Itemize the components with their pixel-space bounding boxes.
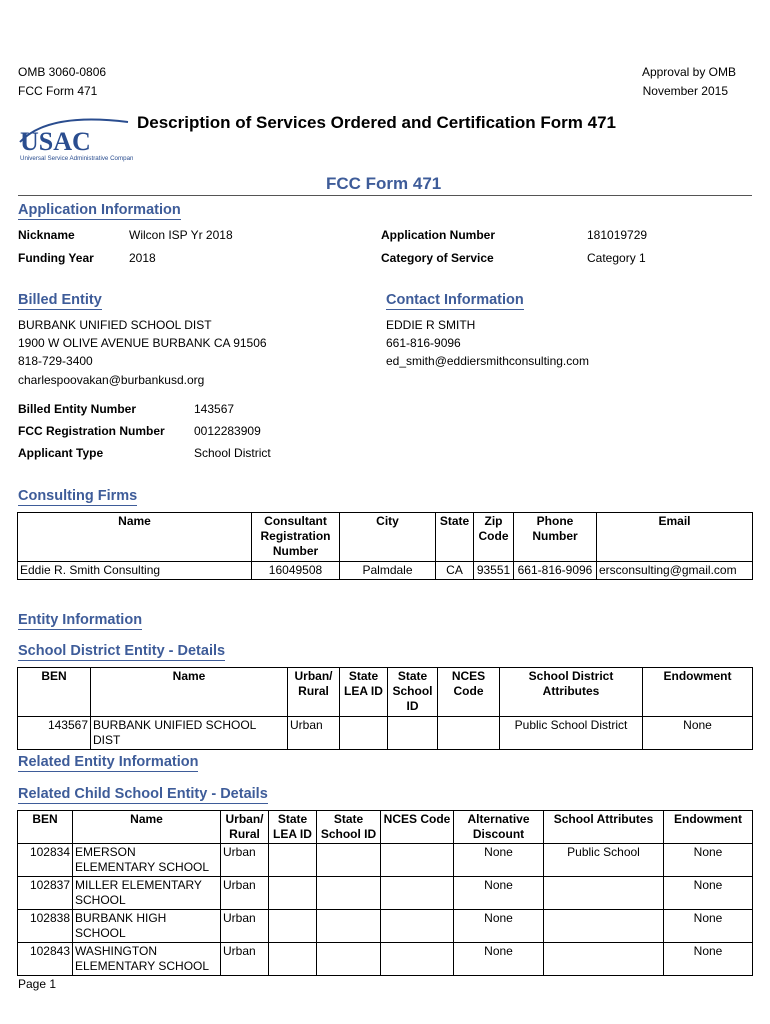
child-school-attributes xyxy=(544,943,664,976)
consulting-col-phone: Phone Number xyxy=(514,513,597,562)
child-alt-discount: None xyxy=(454,943,544,976)
child-lea-id xyxy=(269,943,317,976)
form-number: FCC Form 471 xyxy=(18,84,98,98)
child-school-id xyxy=(317,877,381,910)
usac-logo-text: USAC xyxy=(20,127,91,156)
consultant-city: Palmdale xyxy=(340,562,436,580)
child-col-name: Name xyxy=(73,811,221,844)
child-col-nces: NCES Code xyxy=(381,811,454,844)
child-school-attributes xyxy=(544,910,664,943)
consulting-firms-table xyxy=(17,512,753,580)
district-col-school-id: State School ID xyxy=(388,668,438,717)
consulting-col-zip: Zip Code xyxy=(474,513,514,562)
district-col-endowment: Endowment xyxy=(643,668,753,717)
child-ben: 102843 xyxy=(18,943,73,976)
category-label: Category of Service xyxy=(381,251,494,265)
child-col-school-id: State School ID xyxy=(317,811,381,844)
application-number-label: Application Number xyxy=(381,228,496,242)
header-divider xyxy=(18,195,752,196)
district-col-lea-id: State LEA ID xyxy=(340,668,388,717)
billed-entity-phone: 818-729-3400 xyxy=(18,354,93,368)
contact-phone: 661-816-9096 xyxy=(386,336,461,350)
child-name: EMERSON ELEMENTARY SCHOOL xyxy=(73,844,221,877)
child-nces xyxy=(381,844,454,877)
child-urban-rural: Urban xyxy=(221,943,269,976)
district-col-urban-rural: Urban/ Rural xyxy=(288,668,340,717)
child-ben: 102837 xyxy=(18,877,73,910)
consultant-zip: 93551 xyxy=(474,562,514,580)
child-nces xyxy=(381,943,454,976)
applicant-type-label: Applicant Type xyxy=(18,446,104,460)
consulting-col-city: City xyxy=(340,513,436,562)
table-row xyxy=(18,844,753,877)
child-school-attributes xyxy=(544,877,664,910)
child-lea-id xyxy=(269,844,317,877)
page-number: Page 1 xyxy=(18,977,57,991)
district-ben: 143567 xyxy=(18,717,91,750)
nickname-label: Nickname xyxy=(18,228,75,242)
consulting-col-email: Email xyxy=(597,513,753,562)
section-contact-information: Contact Information xyxy=(386,292,524,308)
child-col-ben: BEN xyxy=(18,811,73,844)
district-col-nces: NCES Code xyxy=(438,668,500,717)
consultant-registration: 16049508 xyxy=(252,562,340,580)
child-endowment: None xyxy=(664,910,753,943)
omb-approval: Approval by OMB xyxy=(641,65,736,79)
child-name: WASHINGTON ELEMENTARY SCHOOL xyxy=(73,943,221,976)
nickname-value: Wilcon ISP Yr 2018 xyxy=(129,228,233,242)
child-endowment: None xyxy=(664,877,753,910)
child-alt-discount: None xyxy=(454,844,544,877)
child-school-id xyxy=(317,910,381,943)
child-col-lea-id: State LEA ID xyxy=(269,811,317,844)
omb-approval-date: November 2015 xyxy=(642,84,728,98)
applicant-type-value: School District xyxy=(194,446,271,460)
section-entity-information: Entity Information xyxy=(18,612,143,628)
application-number-value: 181019729 xyxy=(587,228,648,242)
contact-name: EDDIE R SMITH xyxy=(386,318,476,332)
district-header-row xyxy=(18,668,753,717)
child-ben: 102834 xyxy=(18,844,73,877)
district-school-id xyxy=(388,717,438,750)
fcc-registration-label: FCC Registration Number xyxy=(18,424,165,438)
section-school-district-details: School District Entity - Details xyxy=(18,643,226,659)
section-billed-entity: Billed Entity xyxy=(18,292,102,308)
district-col-ben: BEN xyxy=(18,668,91,717)
consultant-name: Eddie R. Smith Consulting xyxy=(18,562,252,580)
usac-logo-tagline: Universal Service Administrative Company xyxy=(20,155,133,162)
table-row xyxy=(18,910,753,943)
child-endowment: None xyxy=(664,943,753,976)
consultant-email: ersconsulting@gmail.com xyxy=(597,562,753,580)
child-urban-rural: Urban xyxy=(221,910,269,943)
funding-year-label: Funding Year xyxy=(18,251,94,265)
child-urban-rural: Urban xyxy=(221,844,269,877)
district-urban-rural: Urban xyxy=(288,717,340,750)
billed-entity-email: charlespoovakan@burbankusd.org xyxy=(18,373,205,387)
table-row xyxy=(18,877,753,910)
billed-entity-address: 1900 W OLIVE AVENUE BURBANK CA 91506 xyxy=(18,336,267,350)
section-application-information: Application Information xyxy=(18,202,181,218)
child-alt-discount: None xyxy=(454,877,544,910)
child-nces xyxy=(381,877,454,910)
omb-number: OMB 3060-0806 xyxy=(18,65,107,79)
district-nces xyxy=(438,717,500,750)
child-nces xyxy=(381,910,454,943)
district-endowment: None xyxy=(643,717,753,750)
child-col-endowment: Endowment xyxy=(664,811,753,844)
consultant-state: CA xyxy=(436,562,474,580)
consulting-header-row xyxy=(18,513,753,562)
fcc-registration-value: 0012283909 xyxy=(194,424,261,438)
form-subtitle: FCC Form 471 xyxy=(326,174,442,193)
child-alt-discount: None xyxy=(454,910,544,943)
child-lea-id xyxy=(269,910,317,943)
child-name: BURBANK HIGH SCHOOL xyxy=(73,910,221,943)
consultant-phone: 661-816-9096 xyxy=(514,562,597,580)
child-school-id xyxy=(317,943,381,976)
table-row xyxy=(18,717,753,750)
contact-email: ed_smith@eddiersmithconsulting.com xyxy=(386,354,589,368)
child-header-row xyxy=(18,811,753,844)
district-lea-id xyxy=(340,717,388,750)
child-school-table xyxy=(17,810,753,976)
child-endowment: None xyxy=(664,844,753,877)
child-lea-id xyxy=(269,877,317,910)
page-title: Description of Services Ordered and Certification Form 471 xyxy=(137,113,616,132)
district-name: BURBANK UNIFIED SCHOOL DIST xyxy=(91,717,288,750)
funding-year-value: 2018 xyxy=(129,251,156,265)
table-row xyxy=(18,943,753,976)
child-col-school-attributes: School Attributes xyxy=(544,811,664,844)
child-urban-rural: Urban xyxy=(221,877,269,910)
child-school-id xyxy=(317,844,381,877)
district-col-name: Name xyxy=(91,668,288,717)
child-ben: 102838 xyxy=(18,910,73,943)
ben-value: 143567 xyxy=(194,402,235,416)
ben-label: Billed Entity Number xyxy=(18,402,137,416)
billed-entity-name: BURBANK UNIFIED SCHOOL DIST xyxy=(18,318,212,332)
section-consulting-firms: Consulting Firms xyxy=(18,488,138,504)
usac-logo xyxy=(18,112,133,164)
child-col-urban-rural: Urban/ Rural xyxy=(221,811,269,844)
consulting-col-name: Name xyxy=(18,513,252,562)
consulting-col-registration: Consultant Registration Number xyxy=(252,513,340,562)
section-related-child-details: Related Child School Entity - Details xyxy=(18,786,268,802)
category-value: Category 1 xyxy=(587,251,646,265)
section-related-entity-information: Related Entity Information xyxy=(18,754,199,770)
district-attributes: Public School District xyxy=(500,717,643,750)
school-district-table xyxy=(17,667,753,750)
district-col-attributes: School District Attributes xyxy=(500,668,643,717)
table-row xyxy=(18,562,753,580)
child-name: MILLER ELEMENTARY SCHOOL xyxy=(73,877,221,910)
child-school-attributes: Public School xyxy=(544,844,664,877)
consulting-col-state: State xyxy=(436,513,474,562)
child-col-alt-discount: Alternative Discount xyxy=(454,811,544,844)
